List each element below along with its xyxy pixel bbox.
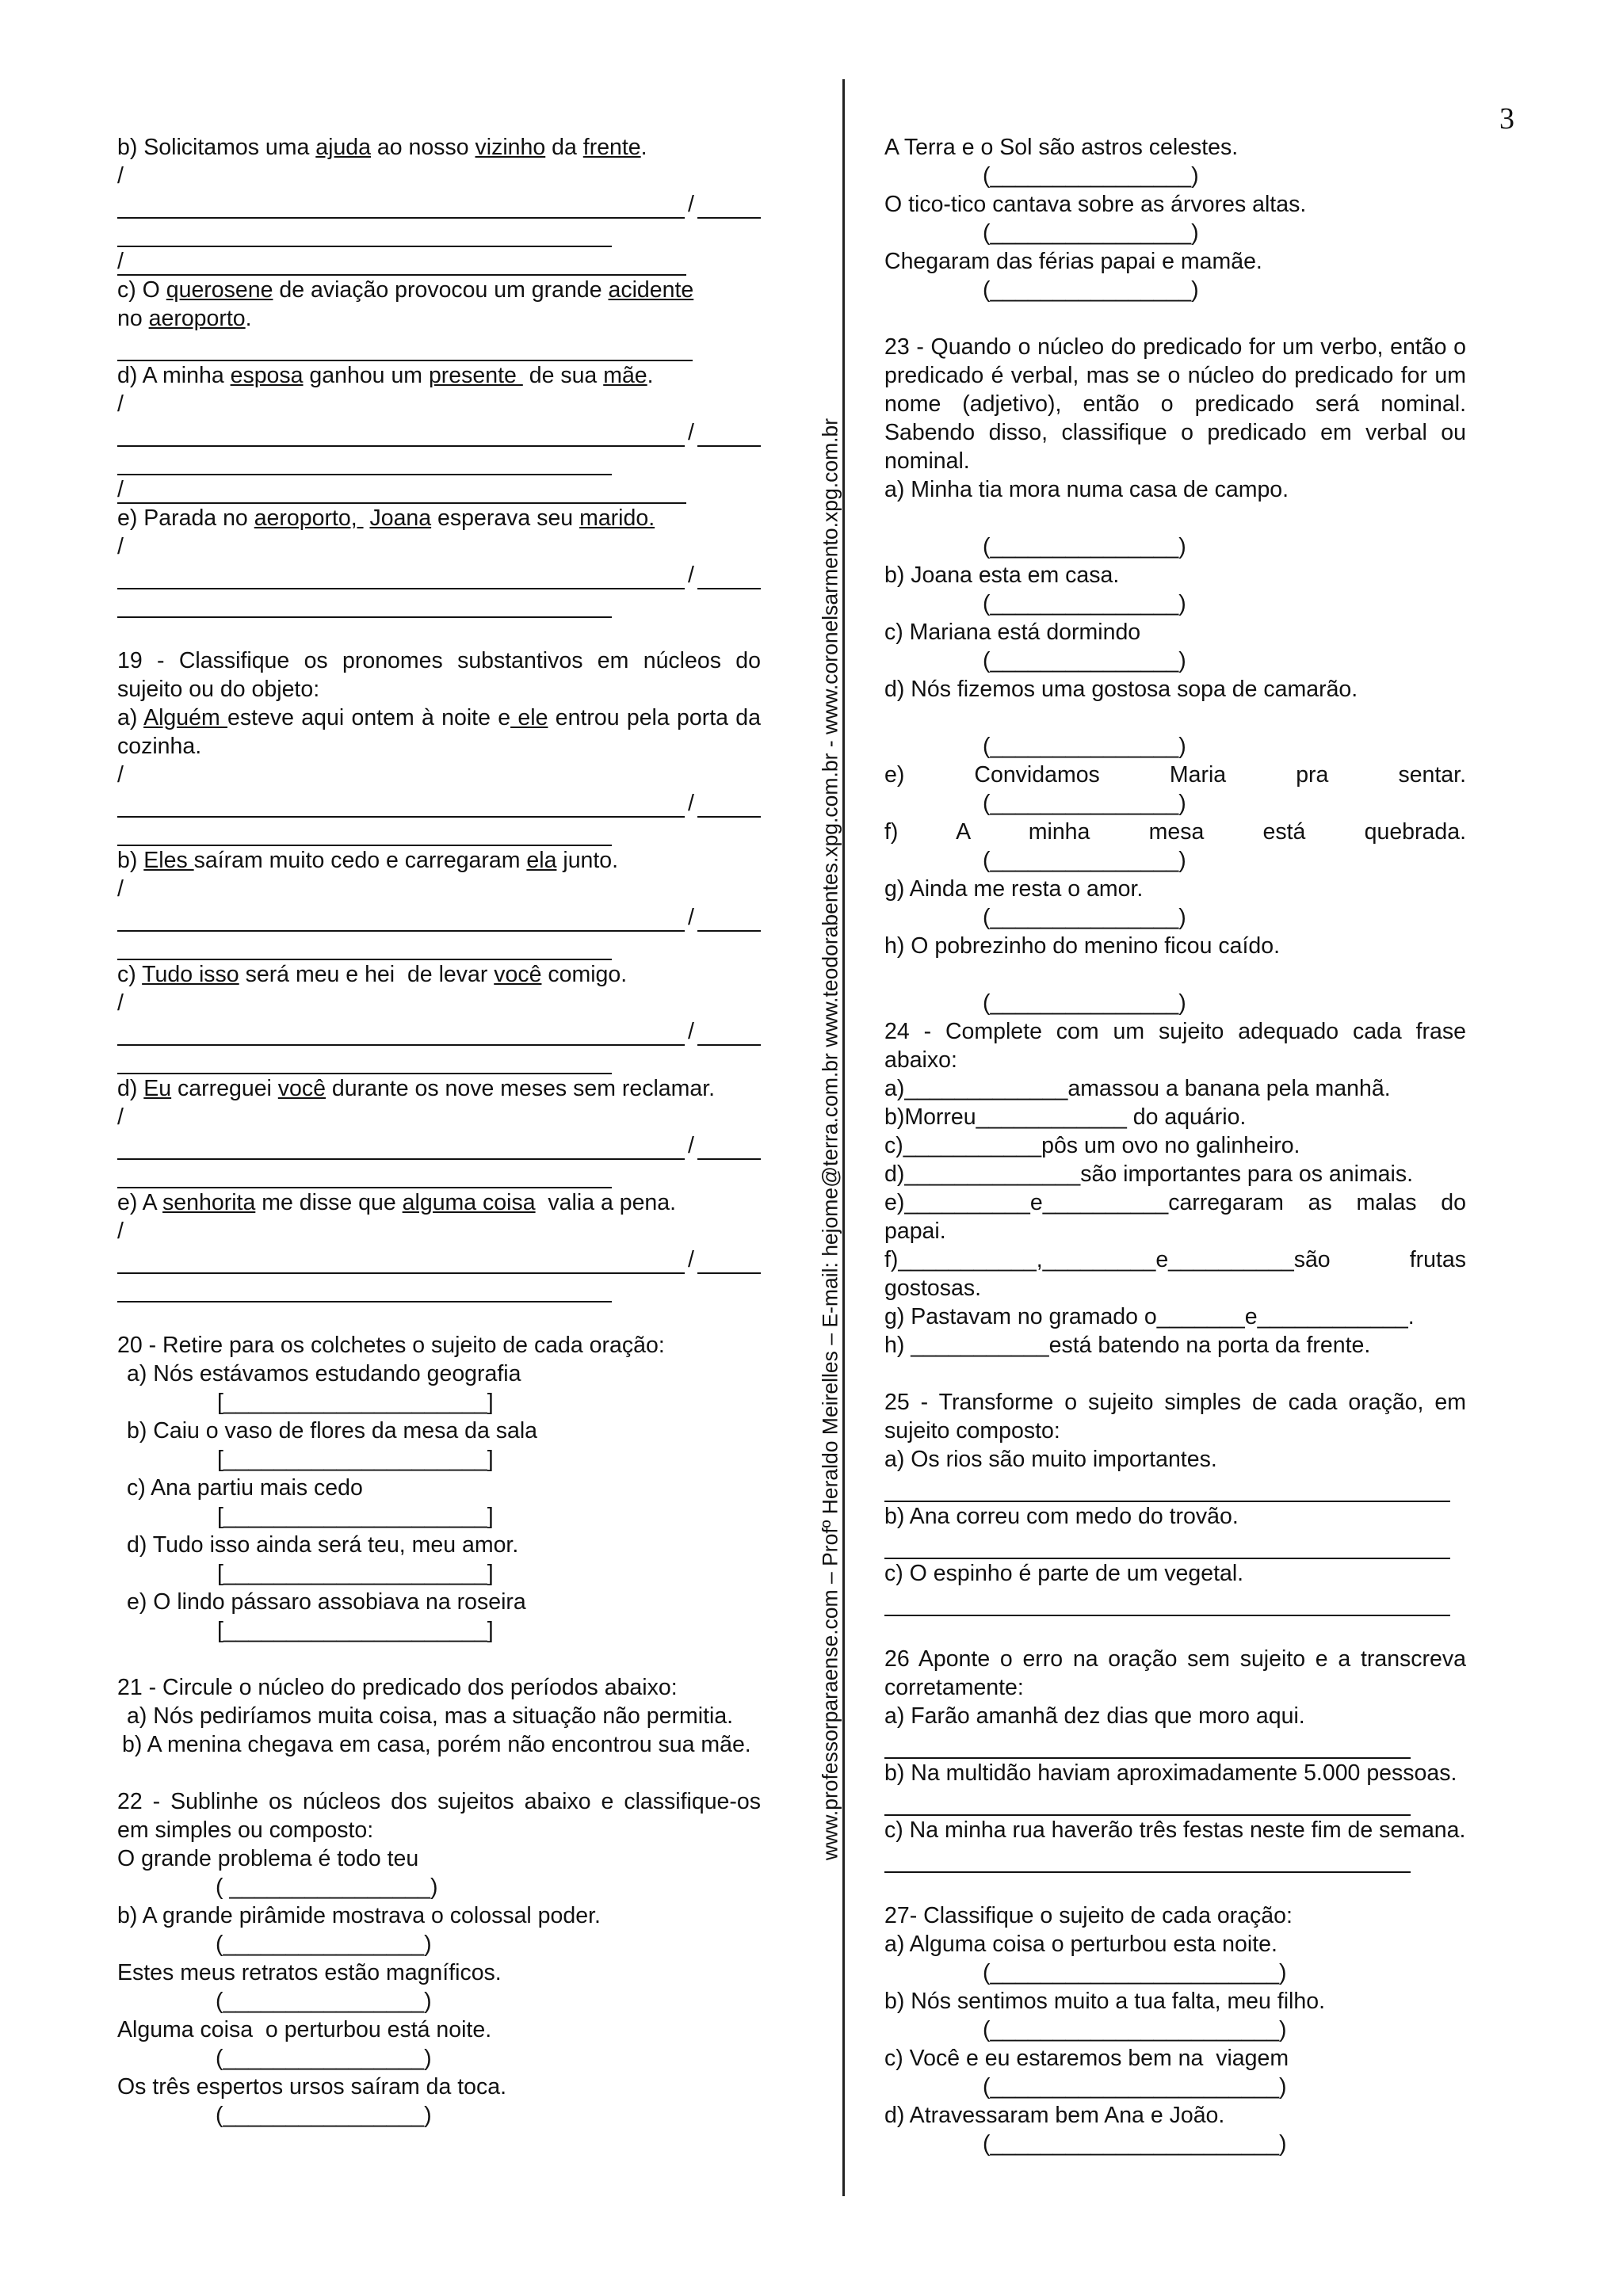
q24-g[interactable]: g) Pastavam no gramado o_______e____________. — [884, 1304, 1415, 1329]
q19e-line: e) A senhorita me disse que alguma coisa valia a pena. — [117, 1190, 677, 1215]
q20-bracket[interactable]: [_____________________] — [217, 1390, 494, 1415]
q20-item: c) Ana partiu mais cedo — [127, 1475, 363, 1501]
q22-blank[interactable]: (________________) — [216, 2103, 432, 2128]
q22-blank[interactable]: (________________) — [983, 220, 1199, 246]
answer-line[interactable] — [117, 1274, 612, 1302]
q21-a: a) Nós pediríamos muita coisa, mas a situação não permitia. — [127, 1703, 734, 1729]
answer-line[interactable] — [117, 589, 612, 618]
q26-c: c) Na minha rua haverão três festas neste fim de semana. — [884, 1817, 1466, 1843]
left-column — [117, 133, 761, 2130]
answer-line[interactable]: / — [117, 903, 761, 932]
q23-blank[interactable]: (_______________) — [983, 734, 1186, 759]
answer-line[interactable]: / — [117, 561, 761, 589]
q20-bracket[interactable]: [_____________________] — [217, 1561, 494, 1586]
q21-title: 21 - Circule o núcleo do predicado dos períodos abaixo: — [117, 1675, 678, 1700]
answer-line[interactable]: / — [117, 247, 686, 276]
q25-b: b) Ana correu com medo do trovão. — [884, 1504, 1239, 1529]
answer-line[interactable]: / — [117, 1245, 761, 1274]
q27-d: d) Atravessaram bem Ana e João. — [884, 2103, 1225, 2128]
q24-title: 24 - Complete com um sujeito adequado cada frase abaixo: — [884, 1019, 1466, 1073]
q19c-line: c) Tudo isso será meu e hei de levar você comigo. — [117, 962, 628, 987]
q23-e: e) Convidamos Maria pra sentar. — [884, 762, 1466, 788]
slash-mark: / — [117, 1104, 124, 1130]
q22-item: O grande problema é todo teu — [117, 1846, 419, 1871]
q20-item: e) O lindo pássaro assobiava na roseira — [127, 1589, 526, 1615]
q23-d: d) Nós fizemos uma gostosa sopa de camarão. — [884, 677, 1358, 702]
q25-c: c) O espinho é parte de um vegetal. — [884, 1561, 1244, 1586]
answer-line[interactable]: / — [117, 475, 686, 504]
q24-a[interactable]: a)_____________amassou a banana pela manhã. — [884, 1076, 1391, 1101]
q22-blank[interactable]: (________________) — [983, 163, 1199, 189]
answer-line[interactable] — [117, 219, 612, 247]
slash-mark: / — [117, 534, 124, 559]
q23-blank[interactable]: (_______________) — [983, 990, 1186, 1016]
q26-a: a) Farão amanhã dez dias que moro aqui. — [884, 1703, 1305, 1729]
q20-bracket[interactable]: [_____________________] — [217, 1618, 494, 1643]
q23-c: c) Mariana está dormindo — [884, 620, 1141, 645]
answer-line[interactable]: / — [117, 789, 761, 818]
answer-line[interactable] — [884, 1531, 1450, 1559]
q22-item: b) A grande pirâmide mostrava o colossal poder. — [117, 1903, 601, 1928]
q20-bracket[interactable]: [_____________________] — [217, 1447, 494, 1472]
q19-title: 19 - Classifique os pronomes substantivos em núcleos do sujeito ou do objeto: — [117, 648, 761, 702]
q18e-line: e) Parada no aeroporto, Joana esperava seu marido. — [117, 505, 655, 531]
q18c-line: c) O querosene de aviação provocou um grande acidente — [117, 277, 694, 303]
q23-blank[interactable]: (_______________) — [983, 791, 1186, 816]
q18b-line: b) Solicitamos uma ajuda ao nosso vizinho da frente. — [117, 135, 647, 160]
q22-item: Chegaram das férias papai e mamãe. — [884, 249, 1262, 274]
q23-blank[interactable]: (_______________) — [983, 905, 1186, 930]
q22-blank[interactable]: (________________) — [216, 1932, 432, 1957]
answer-line[interactable] — [884, 1730, 1411, 1759]
q23-g: g) Ainda me resta o amor. — [884, 876, 1144, 902]
answer-line[interactable] — [117, 447, 612, 475]
q23-title: 23 - Quando o núcleo do predicado for um verbo, então o predicado é verbal, mas se o núcleo do predicado for um nome (adjetivo), então o predicado será nominal. Sabendo disso, classifique o predicado em verbal ou nominal. — [884, 334, 1466, 474]
q24-d[interactable]: d)______________são importantes para os animais. — [884, 1161, 1414, 1187]
q23-blank[interactable]: (_______________) — [983, 534, 1186, 559]
answer-line[interactable] — [117, 1046, 612, 1074]
q25-a: a) Os rios são muito importantes. — [884, 1447, 1217, 1472]
slash-mark: / — [117, 990, 124, 1016]
q22-blank[interactable]: (________________) — [216, 2046, 432, 2071]
answer-line[interactable] — [117, 818, 612, 846]
q24-f[interactable]: f)___________,_________e__________são frutas gostosas. — [884, 1247, 1466, 1301]
q23-f: f) A minha mesa está quebrada. — [884, 819, 1466, 845]
q23-b: b) Joana esta em casa. — [884, 563, 1120, 588]
q18d-line: d) A minha esposa ganhou um presente de sua mãe. — [117, 363, 654, 388]
q22-item: O tico-tico cantava sobre as árvores altas. — [884, 192, 1307, 217]
q21-b: b) A menina chegava em casa, porém não encontrou sua mãe. — [122, 1732, 751, 1757]
q19b-line: b) Eles saíram muito cedo e carregaram ela junto. — [117, 848, 619, 873]
q24-e[interactable]: e)__________e__________carregaram as malas do papai. — [884, 1190, 1466, 1244]
slash-mark: / — [117, 762, 124, 788]
answer-line[interactable] — [884, 1787, 1411, 1816]
q20-bracket[interactable]: [_____________________] — [217, 1504, 494, 1529]
q20-item: a) Nós estávamos estudando geografia — [127, 1361, 521, 1386]
slash-mark: / — [117, 163, 124, 189]
q22-blank[interactable]: (________________) — [983, 277, 1199, 303]
q20-item: d) Tudo isso ainda será teu, meu amor. — [127, 1532, 519, 1558]
q27-title: 27- Classifique o sujeito de cada oração: — [884, 1903, 1293, 1928]
q25-title: 25 - Transforme o sujeito simples de cada oração, em sujeito composto: — [884, 1390, 1466, 1444]
answer-line[interactable]: / — [117, 190, 761, 219]
slash-mark: / — [117, 876, 124, 902]
q22-item: Alguma coisa o perturbou está noite. — [117, 2017, 492, 2042]
q22-item: Estes meus retratos estão magníficos. — [117, 1960, 502, 1985]
q24-c[interactable]: c)___________pôs um ovo no galinheiro. — [884, 1133, 1300, 1158]
q23-blank[interactable]: (_______________) — [983, 648, 1186, 673]
slash-mark: / — [117, 391, 124, 417]
q27-c: c) Você e eu estaremos bem na viagem — [884, 2046, 1289, 2071]
q24-b[interactable]: b)Morreu____________ do aquário. — [884, 1104, 1247, 1130]
q19a-line: a) Alguém esteve aqui ontem à noite e ele entrou pela porta da cozinha. — [117, 705, 762, 759]
answer-line[interactable]: / — [117, 418, 761, 447]
q19d-line: d) Eu carreguei você durante os nove meses sem reclamar. — [117, 1076, 716, 1101]
side-credits-text: www.professorparaense.com – Profº Heraldo Meirelles – E-mail: hejome@terra.com.br www.teodorabentes.xpg.com.br - www.coronelsarmento.xpg.com.br — [818, 418, 842, 1861]
answer-line[interactable] — [117, 932, 612, 960]
answer-line[interactable] — [884, 1588, 1450, 1616]
right-column — [884, 133, 1466, 2158]
q26-title: 26 Aponte o erro na oração sem sujeito e a transcreva corretamente: — [884, 1646, 1466, 1700]
q20-item: b) Caiu o vaso de flores da mesa da sala — [127, 1418, 538, 1444]
answer-line[interactable]: / — [117, 1131, 761, 1160]
answer-line[interactable] — [117, 333, 693, 361]
q22-title: 22 - Sublinhe os núcleos dos sujeitos abaixo e classifique-os em simples ou composto: — [117, 1789, 761, 1843]
q23-h: h) O pobrezinho do menino ficou caído. — [884, 933, 1281, 959]
q23-a: a) Minha tia mora numa casa de campo. — [884, 477, 1289, 502]
answer-line[interactable] — [884, 1844, 1411, 1873]
q20-title: 20 - Retire para os colchetes o sujeito de cada oração: — [117, 1333, 665, 1358]
page-number: 3 — [1499, 102, 1514, 135]
q24-h[interactable]: h) ___________está batendo na porta da frente. — [884, 1333, 1371, 1358]
q27-blank[interactable]: (_______________________) — [983, 2131, 1287, 2157]
q22-blank[interactable]: ( ________________) — [216, 1875, 438, 1900]
q22-item: A Terra e o Sol são astros celestes. — [884, 135, 1239, 160]
q27-a: a) Alguma coisa o perturbou esta noite. — [884, 1932, 1277, 1957]
q27-blank[interactable]: (_______________________) — [983, 2074, 1287, 2100]
q22-item: Os três espertos ursos saíram da toca. — [117, 2074, 507, 2100]
slash-mark: / — [117, 1219, 124, 1244]
answer-line[interactable]: / — [117, 1017, 761, 1046]
q23-blank[interactable]: (_______________) — [983, 848, 1186, 873]
answer-line[interactable] — [117, 1160, 612, 1188]
q23-blank[interactable]: (_______________) — [983, 591, 1186, 616]
q27-b: b) Nós sentimos muito a tua falta, meu filho. — [884, 1989, 1326, 2014]
q27-blank[interactable]: (_______________________) — [983, 1960, 1287, 1985]
q22-blank[interactable]: (________________) — [216, 1989, 432, 2014]
q26-b: b) Na multidão haviam aproximadamente 5.000 pessoas. — [884, 1760, 1457, 1786]
q27-blank[interactable]: (_______________________) — [983, 2017, 1287, 2042]
q18c-line2: no aeroporto. — [117, 306, 252, 331]
answer-line[interactable] — [884, 1474, 1450, 1502]
